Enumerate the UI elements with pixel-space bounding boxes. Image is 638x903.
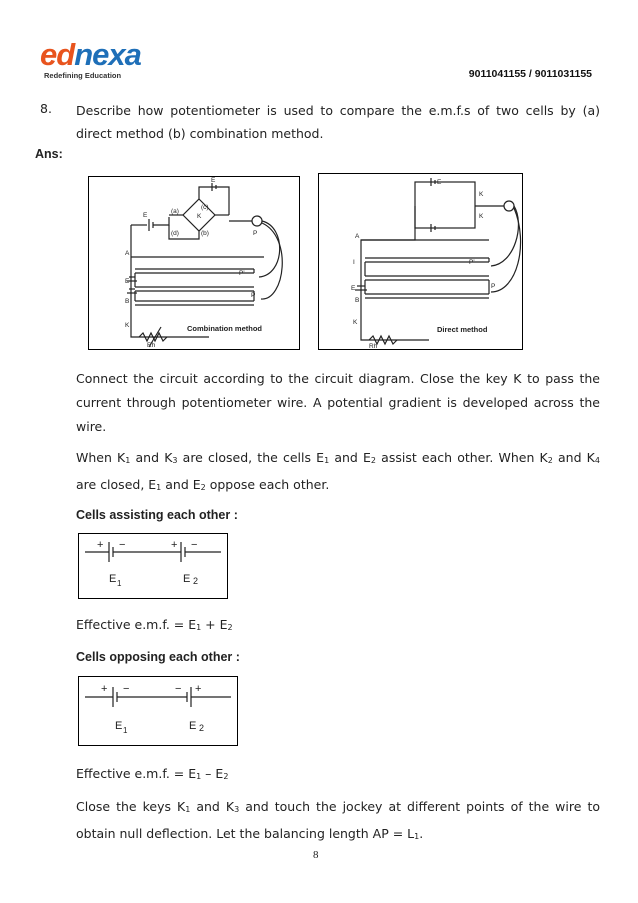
question-number: 8. (40, 101, 52, 116)
svg-text:E: E (437, 179, 442, 186)
svg-text:E: E (143, 212, 148, 219)
paragraph-balancing-length: Close the keys $K_1$ and $K_3$ and touch the jockey at different points of the wire to obtain null deflection. Let the balancing length AP = $L_1$. (76, 799, 601, 841)
svg-text:E: E (109, 573, 117, 585)
combination-circuit-diagram (89, 177, 299, 349)
svg-text:−: − (175, 683, 182, 695)
paragraph-keys: When $K_1$ and $K_3$ are closed, the cells $E_1$ and $E_2$ assist each other. When $K_2$ and $K_4$ are closed, $E_1$ and $E_2$ oppose each other. (76, 450, 600, 492)
svg-text:A: A (125, 250, 130, 257)
svg-text:E: E (351, 285, 356, 292)
svg-text:−: − (123, 683, 130, 695)
ednexa-logo: ednexa Redefining Education (40, 40, 150, 82)
svg-text:E: E (115, 720, 123, 732)
svg-text:+: + (101, 683, 108, 695)
svg-text:P': P' (469, 259, 475, 266)
svg-text:P: P (251, 292, 256, 299)
svg-text:Rh: Rh (147, 342, 156, 349)
svg-text:(a): (a) (171, 208, 179, 215)
svg-text:K: K (353, 319, 358, 326)
phone-numbers: 9011041155 / 9011031155 (468, 68, 592, 80)
paragraph-connect-circuit: Connect the circuit according to the circuit diagram. Close the key K to pass the current through potentiometer wire. A potential gradient is developed across the wire. (76, 371, 600, 434)
svg-text:+: + (97, 539, 104, 551)
svg-text:(b): (b) (201, 230, 209, 237)
svg-text:K: K (125, 322, 130, 329)
answer-label: Ans: (35, 147, 63, 161)
direct-circuit-diagram (319, 174, 522, 349)
svg-text:P: P (491, 283, 496, 290)
svg-text:2: 2 (193, 576, 199, 586)
effective-emf-opposing: Effective e.m.f. = $E_1 - E_2$ (76, 766, 229, 781)
direct-caption: Direct method (437, 325, 488, 334)
svg-text:E: E (125, 278, 130, 285)
assisting-cells-diagram (78, 533, 228, 599)
effective-emf-assisting: Effective e.m.f. = $E_1 + E_2$ (76, 617, 233, 632)
svg-text:E: E (189, 720, 197, 732)
svg-text:−: − (119, 539, 126, 551)
svg-text:+: + (171, 539, 178, 551)
question-text: Describe how potentiometer is used to compare the e.m.f.s of two cells by (a) direct method (b) combination method. (76, 103, 600, 141)
svg-text:K: K (197, 213, 202, 220)
opposing-cells-diagram (78, 676, 238, 746)
svg-text:1: 1 (123, 726, 128, 735)
svg-text:−: − (191, 539, 198, 551)
assisting-heading: Cells assisting each other : (76, 508, 238, 522)
svg-text:Rh: Rh (369, 343, 378, 349)
svg-text:P: P (253, 230, 258, 237)
svg-text:E: E (183, 573, 191, 585)
svg-text:I: I (353, 259, 355, 266)
logo-tagline: Redefining Education (44, 71, 122, 80)
svg-text:E: E (211, 177, 216, 184)
combination-method-figure (88, 176, 300, 350)
svg-text:K: K (479, 213, 484, 220)
svg-text:(d): (d) (171, 230, 179, 237)
combination-caption: Combination method (187, 324, 262, 333)
svg-text:1: 1 (117, 579, 122, 588)
svg-text:K: K (479, 191, 484, 198)
svg-text:+: + (195, 683, 202, 695)
direct-method-figure (318, 173, 523, 350)
svg-text:P': P' (239, 270, 245, 277)
page-number: 8 (313, 849, 319, 861)
svg-text:2: 2 (199, 723, 205, 733)
svg-text:A: A (355, 233, 360, 240)
opposing-heading: Cells opposing each other : (76, 650, 240, 664)
svg-text:(c): (c) (201, 204, 209, 211)
svg-text:B: B (355, 297, 360, 304)
svg-text:B: B (125, 298, 130, 305)
